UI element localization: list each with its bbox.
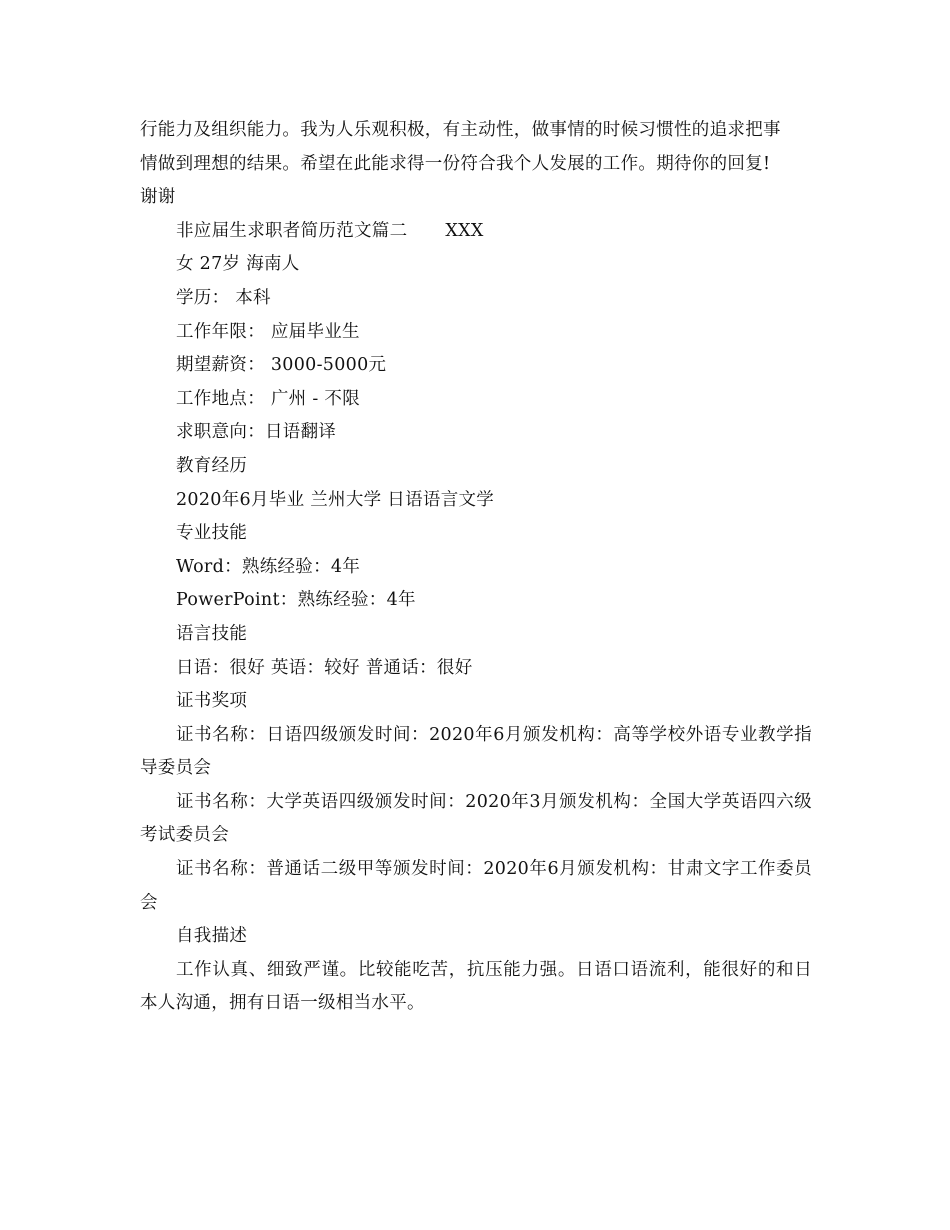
certificates-heading: 证书奖项 (176, 691, 248, 712)
work-location: 工作地点： 广州 - 不限 (176, 388, 361, 409)
resume-title-line (140, 215, 812, 249)
intro-line-3: 谢谢 (140, 187, 176, 208)
document-body (140, 114, 812, 1021)
certificate-2: 证书名称：大学英语四级颁发时间：2020年3月颁发机构：全国大学英语四六级考试委员会 (140, 791, 812, 846)
education-item: 2020年6月毕业 兰州大学 日语语言文学 (176, 489, 495, 510)
certificate-3: 证书名称：普通话二级甲等颁发时间：2020年6月颁发机构：甘肃文字工作委员会 (140, 859, 812, 913)
certificate-1: 证书名称：日语四级颁发时间：2020年6月颁发机构：高等学校外语专业教学指导委员会 (140, 724, 812, 779)
language-heading: 语言技能 (176, 623, 248, 644)
resume-title: 非应届生求职者简历范文篇二 (176, 220, 408, 241)
intro-line-1: 行能力及组织能力。我为人乐观积极，有主动性，做事情的时候习惯性的追求把事 (140, 120, 781, 140)
skills-heading: 专业技能 (176, 523, 248, 544)
resume-name: XXX (445, 220, 484, 241)
skill-word: Word：熟练经验：4年 (176, 556, 361, 577)
work-years: 工作年限： 应届毕业生 (176, 321, 360, 342)
skill-powerpoint: PowerPoint：熟练经验：4年 (176, 590, 416, 611)
education-level: 学历： 本科 (176, 287, 271, 308)
language-item: 日语：很好 英语：较好 普通话：很好 (176, 657, 473, 678)
basic-info: 女 27岁 海南人 (176, 254, 300, 275)
job-intention: 求职意向：日语翻译 (176, 422, 337, 443)
education-heading: 教育经历 (176, 455, 248, 476)
self-description-heading: 自我描述 (176, 926, 248, 947)
intro-line-2: 情做到理想的结果。希望在此能求得一份符合我个人发展的工作。期待你的回复! (140, 153, 771, 174)
expected-salary: 期望薪资： 3000-5000元 (176, 355, 387, 376)
self-description-text: 工作认真、细致严谨。比较能吃苦，抗压能力强。日语口语流利，能很好的和日本人沟通，拥有日语一级相当水平。 (140, 959, 812, 1014)
